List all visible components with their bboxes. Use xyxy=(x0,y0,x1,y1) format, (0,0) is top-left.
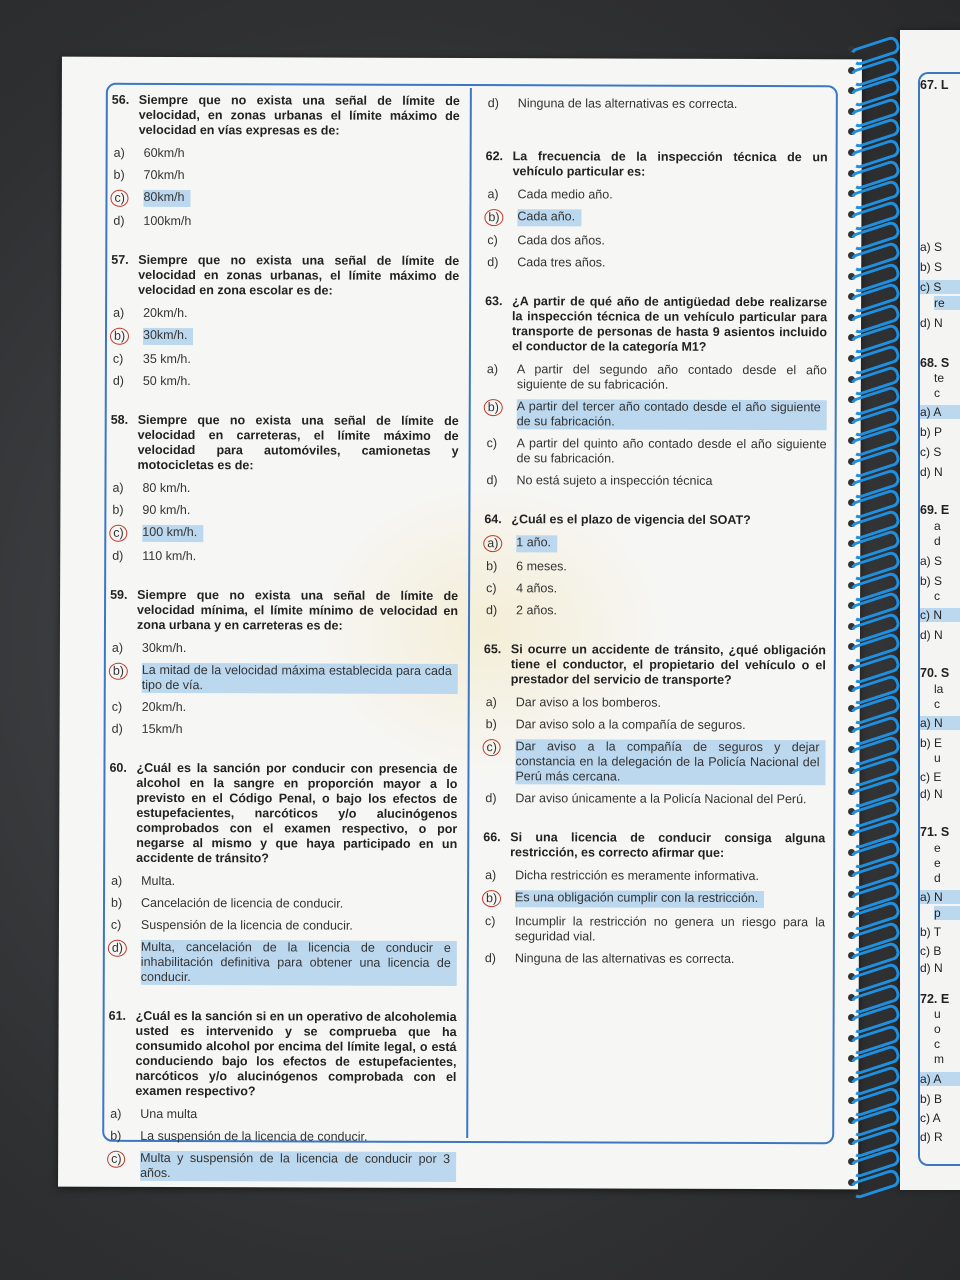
option-letter xyxy=(485,233,517,248)
question-number: 66. xyxy=(483,830,501,845)
option-letter xyxy=(485,209,517,226)
next-page-line: b) E xyxy=(920,736,943,750)
next-page-line: 70. S xyxy=(920,666,950,680)
next-page-line: d xyxy=(934,871,941,885)
option-letter xyxy=(112,146,144,161)
question-number: 61. xyxy=(108,1008,127,1023)
option-letter xyxy=(112,168,144,183)
question-block xyxy=(109,761,458,988)
spiral-binding xyxy=(846,30,906,1200)
question-body: Si una licencia de conducir consiga alguna restricción, es correcto afirmar que: xyxy=(510,830,826,860)
option-letter-text: a) xyxy=(485,868,497,883)
option-letter-text: b) xyxy=(113,167,125,182)
option-text: Ninguna de las alternativas es correcta. xyxy=(514,951,735,966)
option-letter xyxy=(109,940,141,985)
option-letter xyxy=(484,473,516,488)
next-page-line: c xyxy=(934,697,940,711)
answer-option[interactable] xyxy=(484,601,826,621)
next-page-line: d xyxy=(934,534,941,548)
option-text: 80km/h xyxy=(143,190,190,207)
question-body: Si ocurre un accidente de tránsito, ¿qué obligación tiene el conductor, el propietario del vehículo o el prestador del servicio de transporte? xyxy=(510,642,826,687)
option-letter xyxy=(485,362,517,392)
option-text: Dar aviso a los bomberos. xyxy=(515,695,661,710)
next-page-line: d) N xyxy=(920,465,943,479)
question-text xyxy=(486,149,828,180)
question-block xyxy=(485,149,827,273)
answer-mark-circle: d) xyxy=(108,940,127,957)
question-text xyxy=(483,830,825,861)
answer-option[interactable] xyxy=(484,557,826,577)
option-letter-text: a) xyxy=(110,1106,122,1121)
answer-option[interactable] xyxy=(111,350,459,370)
correct-answer-option[interactable] xyxy=(108,1149,456,1184)
next-page-line: c xyxy=(934,386,940,400)
option-letter xyxy=(483,739,515,784)
question-body: ¿Cuál es el plazo de vigencia del SOAT? xyxy=(511,512,751,528)
next-page-line: u xyxy=(934,751,941,765)
answer-mark-circle: c) xyxy=(107,1151,125,1168)
next-page-line: m xyxy=(934,1052,944,1066)
next-page-line: c) S xyxy=(920,280,960,294)
question-body: Siempre que no exista una señal de límite de velocidad en carreteras, el límite máximo de velocidad para automóviles, camionetas y motocicletas es de: xyxy=(137,412,459,473)
option-letter xyxy=(108,1107,140,1122)
option-text: 30km/h. xyxy=(143,328,194,345)
option-text: Cancelación de licencia de conducir. xyxy=(140,895,344,911)
carry-over-option[interactable] xyxy=(486,94,828,114)
option-text: A partir del segundo año contado desde el año siguiente de su fabricación. xyxy=(516,362,827,392)
correct-answer-option[interactable] xyxy=(485,397,827,432)
question-body: ¿Cuál es la sanción por conducir con presencia de alcohol en la sangre en proporción mayor a lo previsto en el Código Penal, o bajo los efectos de estupefacientes, narcóticos y/o alucinógenos comprobados con el examen respectivo, o por negarse al mismo y que haya participado en un accidente de tránsito? xyxy=(136,760,458,866)
option-letter xyxy=(109,874,141,889)
option-text: 20km/h. xyxy=(143,305,188,321)
option-letter xyxy=(110,663,142,693)
question-body: La frecuencia de la inspección técnica de un vehículo particular es: xyxy=(512,149,828,179)
answer-option[interactable] xyxy=(110,720,458,740)
question-block xyxy=(108,1009,457,1184)
answer-option[interactable] xyxy=(111,212,459,232)
answer-mark-circle: b) xyxy=(110,328,129,345)
next-page-line: c xyxy=(934,1037,940,1051)
option-text: No está sujeto a inspección técnica xyxy=(516,473,713,488)
next-page-line: p xyxy=(934,906,960,920)
question-text xyxy=(110,588,458,634)
option-text: Multa. xyxy=(141,873,176,889)
option-letter-text: a) xyxy=(111,873,123,888)
option-letter xyxy=(484,535,516,552)
answer-option[interactable] xyxy=(483,866,825,886)
option-letter-text: d) xyxy=(484,951,496,966)
answer-option[interactable] xyxy=(110,639,458,659)
answer-mark-circle: b) xyxy=(484,209,503,226)
option-letter xyxy=(483,951,515,966)
answer-mark-circle: c) xyxy=(109,525,127,542)
option-text: 100km/h xyxy=(143,213,192,229)
question-text xyxy=(484,512,826,528)
question-number: 64. xyxy=(484,512,502,527)
question-number: 63. xyxy=(485,294,503,309)
answer-option[interactable] xyxy=(110,698,458,718)
next-page-line: c) N xyxy=(920,608,960,622)
option-letter-text: d) xyxy=(485,791,497,806)
answer-option[interactable] xyxy=(109,894,457,914)
option-letter-text: d) xyxy=(112,373,124,388)
option-text: Dar aviso únicamente a la Policía Nacional del Perú. xyxy=(515,791,807,807)
option-text: Ninguna de las alternativas es correcta. xyxy=(517,96,738,111)
option-text: Multa, cancelación de la licencia de conducir e inhabilitación definitiva para obtener una licencia de conducir. xyxy=(141,940,457,986)
option-letter-text: d) xyxy=(112,548,124,563)
question-body: Siempre que no exista una señal de límite de velocidad en zonas urbanas, el límite máximo de velocidad en zona escolar es de: xyxy=(138,252,460,298)
answer-option[interactable] xyxy=(484,693,826,713)
question-block xyxy=(483,642,826,809)
option-letter xyxy=(110,503,142,518)
left-column xyxy=(108,93,460,1206)
option-text: 6 meses. xyxy=(516,559,567,574)
option-letter-text: c) xyxy=(110,917,122,932)
option-letter xyxy=(111,214,143,229)
option-letter-text: d) xyxy=(486,603,498,618)
question-number: 59. xyxy=(110,587,128,602)
next-page-line: c) S xyxy=(920,445,942,459)
option-letter-text: a) xyxy=(111,640,124,655)
question-number: 62. xyxy=(485,149,504,164)
option-letter-text: a) xyxy=(486,362,499,377)
option-letter xyxy=(109,896,141,911)
next-page-line: b) B xyxy=(920,1092,943,1106)
answer-option[interactable] xyxy=(109,916,457,936)
option-letter: d) xyxy=(487,96,499,111)
option-letter xyxy=(108,1151,140,1181)
option-text: Incumplir la restricción no genera un riesgo para la seguridad vial. xyxy=(514,914,825,944)
option-letter xyxy=(110,641,142,656)
option-letter-text: b) xyxy=(486,559,498,574)
option-letter xyxy=(484,603,516,618)
option-text: Cada medio año. xyxy=(517,187,613,202)
answer-option[interactable] xyxy=(484,715,826,735)
next-page-line: a) A xyxy=(920,1072,960,1086)
answer-option[interactable] xyxy=(111,372,459,392)
correct-answer-option[interactable] xyxy=(483,737,825,787)
option-letter-text: b) xyxy=(485,717,497,732)
next-page-line: te xyxy=(934,371,945,385)
option-text: 1 año. xyxy=(516,535,557,552)
question-text xyxy=(112,93,460,139)
option-letter xyxy=(483,914,515,944)
exam-page xyxy=(58,57,862,1190)
option-text: 110 km/h. xyxy=(142,548,197,564)
correct-answer-option[interactable] xyxy=(484,533,826,555)
next-page-line: c) B xyxy=(920,944,942,958)
question-text xyxy=(111,253,459,299)
option-text: 90 km/h. xyxy=(142,502,191,518)
option-text: Cada tres años. xyxy=(517,255,606,270)
answer-option[interactable] xyxy=(485,253,827,273)
correct-answer-option[interactable] xyxy=(109,938,457,988)
option-text: Cada año. xyxy=(517,209,581,226)
next-page-line: 72. E xyxy=(920,992,950,1006)
option-letter xyxy=(483,890,515,907)
answer-mark-circle: c) xyxy=(483,739,501,756)
option-letter-text: c) xyxy=(484,914,496,929)
option-letter-text: c) xyxy=(486,436,498,451)
answer-option[interactable] xyxy=(483,789,825,809)
question-block xyxy=(484,294,827,491)
option-text: 50 km/h. xyxy=(142,373,191,389)
answer-option[interactable] xyxy=(110,479,458,499)
option-letter-text: d) xyxy=(111,721,123,736)
option-text: 70km/h xyxy=(143,167,185,183)
option-text: 4 años. xyxy=(516,581,558,596)
question-body: Siempre que no exista una señal de límite de velocidad, en zonas urbanas el límite máximo de velocidad en vías expresas es de: xyxy=(138,92,460,138)
question-text xyxy=(111,413,459,474)
option-letter-text: a) xyxy=(485,695,497,710)
option-letter-text: d) xyxy=(486,473,498,488)
answer-mark-circle: b) xyxy=(484,399,503,416)
option-letter xyxy=(485,399,517,429)
next-page-line: d) N xyxy=(920,961,943,975)
option-text: Dar aviso solo a la compañía de seguros. xyxy=(515,717,746,732)
next-page-line: a) N xyxy=(920,716,960,730)
option-letter-text: b) xyxy=(112,502,124,517)
option-text: 2 años. xyxy=(516,603,558,618)
question-number: 60. xyxy=(109,760,127,775)
next-page-line: c xyxy=(934,589,940,603)
question-block xyxy=(111,253,459,392)
option-letter xyxy=(483,868,515,883)
next-page-line: la xyxy=(934,682,944,696)
option-letter xyxy=(485,436,517,466)
next-page-line: a) S xyxy=(920,240,943,254)
right-questions xyxy=(483,149,828,969)
option-letter-text: b) xyxy=(110,1128,122,1143)
next-page-line: c) A xyxy=(920,1111,941,1125)
question-text xyxy=(109,761,457,867)
option-text: A partir del quinto año contado desde el año siguiente de su fabricación. xyxy=(516,436,827,466)
correct-answer-option[interactable] xyxy=(111,188,459,210)
option-letter-text: c) xyxy=(486,581,497,596)
option-letter-text: c) xyxy=(112,351,124,366)
next-page-line: a) N xyxy=(920,890,960,904)
answer-option[interactable] xyxy=(485,185,827,205)
option-letter-text: a) xyxy=(113,145,125,160)
next-page-line: a) A xyxy=(920,405,960,419)
next-page-line: b) T xyxy=(920,925,942,939)
option-letter xyxy=(110,481,142,496)
correct-answer-option[interactable] xyxy=(110,661,458,696)
option-letter xyxy=(485,187,517,202)
option-letter xyxy=(485,255,517,270)
option-text: 100 km/h. xyxy=(142,525,203,542)
answer-option[interactable] xyxy=(485,434,827,469)
option-letter xyxy=(483,791,515,806)
correct-answer-option[interactable] xyxy=(483,888,825,910)
next-page-line: b) P xyxy=(920,425,943,439)
question-block xyxy=(111,93,459,232)
next-page-line: b) S xyxy=(920,260,943,274)
answer-mark-circle: b) xyxy=(482,890,501,907)
option-letter xyxy=(110,549,142,564)
option-text: Dar aviso a la compañía de seguros y dejar constancia en la delegación de la Policía Nacional del Perú más cercana. xyxy=(515,739,825,785)
next-page-line: e xyxy=(934,841,941,855)
answer-option[interactable] xyxy=(110,501,458,521)
option-text: Suspensión de la licencia de conducir. xyxy=(140,917,353,933)
next-page-line: d) N xyxy=(920,316,943,330)
option-letter xyxy=(484,695,516,710)
option-text: Dicha restricción es meramente informativa. xyxy=(515,868,759,884)
question-block xyxy=(110,588,459,740)
option-text: 20km/h. xyxy=(141,699,187,715)
correct-answer-option[interactable] xyxy=(485,207,827,229)
question-block xyxy=(484,512,826,621)
answer-option[interactable] xyxy=(483,912,825,947)
answer-option[interactable] xyxy=(485,231,827,251)
option-text: Cada dos años. xyxy=(517,233,605,248)
answer-mark-circle: a) xyxy=(483,535,502,552)
question-block xyxy=(110,413,459,567)
answer-mark-circle: c) xyxy=(110,190,128,207)
option-letter xyxy=(110,700,142,715)
correct-answer-option[interactable] xyxy=(110,523,458,545)
option-text: 30km/h. xyxy=(141,640,187,656)
option-letter xyxy=(108,1129,140,1144)
option-letter xyxy=(111,190,143,207)
option-letter xyxy=(110,722,142,737)
next-page-line: 68. S xyxy=(920,356,950,370)
question-body: ¿Cuál es la sanción si en un operativo de alcoholemia usted es intervenido y se comprueba que ha consumido alcohol por encima del límite legal, o está conduciendo bajo los efectos de estupefacientes, narcóticos y/o alucinógenos comprobada con el examen respectivo? xyxy=(135,1008,457,1099)
next-page-line: a) S xyxy=(920,554,943,568)
option-text: A partir del tercer año contado desde el año siguiente de su fabricación. xyxy=(517,399,827,430)
option-letter-text: c) xyxy=(111,699,123,714)
answer-option[interactable] xyxy=(112,166,460,186)
answer-option[interactable] xyxy=(111,304,459,324)
question-body: Siempre que no exista una señal de límite de velocidad mínima, el límite mínimo de velocidad en zona urbana y en carreteras es de: xyxy=(136,587,459,633)
option-letter xyxy=(111,374,143,389)
answer-option[interactable] xyxy=(108,1127,456,1147)
next-page-line: d) R xyxy=(920,1130,943,1144)
answer-mark-circle: b) xyxy=(109,663,128,680)
right-column xyxy=(483,94,828,991)
option-letter xyxy=(109,918,141,933)
next-page-line: re xyxy=(934,296,960,310)
option-text: Multa y suspensión de la licencia de conducir por 3 años. xyxy=(140,1151,456,1182)
next-page-line: c) E xyxy=(920,770,942,784)
correct-answer-option[interactable] xyxy=(111,326,459,348)
option-letter xyxy=(111,306,143,321)
option-letter xyxy=(484,717,516,732)
next-page-line: u xyxy=(934,1007,941,1021)
next-page-line: 67. L xyxy=(920,78,949,92)
next-page xyxy=(900,30,960,1190)
next-page-line: e xyxy=(934,856,941,870)
answer-option[interactable] xyxy=(483,949,825,969)
option-letter xyxy=(111,328,143,345)
next-page-line: a xyxy=(934,519,941,533)
option-letter xyxy=(484,559,516,574)
next-page-line: 71. S xyxy=(920,825,950,839)
option-letter xyxy=(110,525,142,542)
answer-option[interactable] xyxy=(112,144,460,164)
option-letter xyxy=(484,581,516,596)
option-text: 60km/h xyxy=(143,145,185,161)
option-letter-text: d) xyxy=(487,255,499,270)
option-letter-text: a) xyxy=(112,480,124,495)
question-number: 58. xyxy=(110,412,129,427)
option-text: La suspensión de la licencia de conducir. xyxy=(140,1128,368,1144)
option-letter-text: d) xyxy=(113,213,125,228)
question-body: ¿A partir de qué año de antigüedad debe realizarse la inspección técnica de un vehículo particular para transporte de personas de hasta 9 asientos incluido el conductor de la categoría M1? xyxy=(511,294,828,354)
option-letter-text: a) xyxy=(487,187,499,202)
question-block xyxy=(483,830,825,969)
question-text xyxy=(108,1009,456,1100)
option-letter-text: a) xyxy=(113,305,125,320)
option-letter-text: c) xyxy=(487,233,498,248)
next-page-line: d) N xyxy=(920,628,943,642)
option-letter xyxy=(111,352,143,367)
next-page-line: b) S xyxy=(920,574,943,588)
question-number: 65. xyxy=(483,642,502,657)
next-page-line: 69. E xyxy=(920,503,950,517)
next-page-line: d) N xyxy=(920,787,943,801)
option-letter-text: b) xyxy=(110,895,123,910)
answer-option[interactable] xyxy=(484,579,826,599)
option-text: Una multa xyxy=(140,1106,198,1122)
answer-option[interactable] xyxy=(484,471,826,491)
question-text xyxy=(484,642,826,688)
answer-option[interactable] xyxy=(485,360,827,395)
question-number: 56. xyxy=(111,92,130,107)
answer-option[interactable] xyxy=(109,872,457,892)
option-text: La mitad de la velocidad máxima establecida para cada tipo de vía. xyxy=(142,663,458,694)
option-text: 15km/h xyxy=(141,721,183,737)
question-number: 57. xyxy=(111,252,129,267)
answer-option[interactable] xyxy=(108,1105,456,1125)
question-text xyxy=(485,294,827,355)
next-page-line: o xyxy=(934,1022,941,1036)
option-text: 35 km/h. xyxy=(142,351,191,367)
option-text: Es una obligación cumplir con la restricción. xyxy=(515,890,764,908)
option-text: 80 km/h. xyxy=(142,480,191,496)
answer-option[interactable] xyxy=(110,547,458,567)
